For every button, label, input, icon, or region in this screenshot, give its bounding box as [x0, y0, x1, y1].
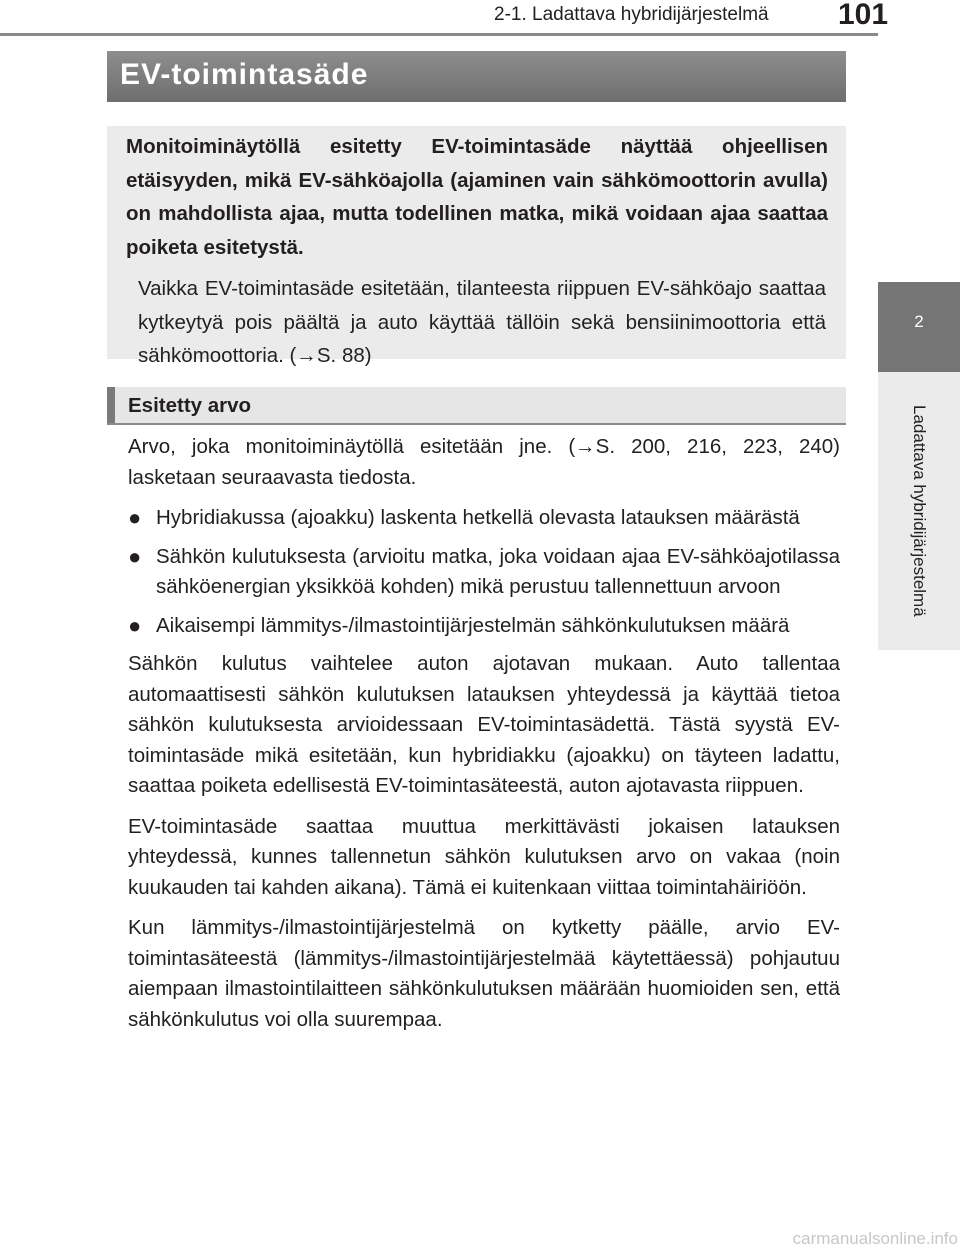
list-item: [128, 542, 840, 603]
subheading-bar: [107, 387, 846, 425]
bullet-text: Aikaisempi lämmitys-/ilmastointijärjestelmän sähkönkulutuksen määrä: [156, 613, 790, 637]
list-item: [128, 503, 840, 534]
body-paragraph: EV-toimintasäde saattaa muuttua merkittävästi jokaisen latauksen yhteydessä, kunnes tallennetun sähkön kulutuksen arvo on vakaa (noin kuukauden tai kahden aikana). Tämä ei kuitenkaan viittaa toimintahäiriöön.: [128, 814, 840, 899]
page-number: 101: [838, 0, 889, 31]
chapter-title: Ladattava hybridijärjestelmä: [910, 405, 929, 617]
header-divider: [0, 33, 878, 36]
subheading: Esitetty arvo: [128, 394, 252, 417]
bullet-icon: ●: [128, 543, 142, 569]
lead-paragraph: Arvo, joka monitoiminäytöllä esitetään jne. (→S. 200, 216, 223, 240) lasketaan seuraavasta tiedosta.: [128, 435, 840, 489]
body-paragraph: Sähkön kulutus vaihtelee auton ajotavan mukaan. Auto tallentaa automaattisesti sähkön kulutuksen latauksen yhteydessä ja käyttää tietoa sähkön kulutuksesta arvioidessaan EV-toimintasädettä. Tästä syystä EV-toimintasäde mikä esitetään, kun hybridiakku (ajoakku) on täyteen ladattu, saattaa poiketa edellisestä EV-toimintasäteestä, auton ajotavasta riippuen.: [128, 652, 840, 797]
watermark: carmanualsonline.info: [792, 1229, 958, 1248]
header-section-title: 2-1. Ladattava hybridijärjestelmä: [494, 4, 769, 25]
bullet-icon: ●: [128, 612, 142, 638]
bullet-text: Hybridiakussa (ajoakku) laskenta hetkellä olevasta latauksen määrästä: [156, 506, 800, 529]
section-title: EV-toimintasäde: [120, 58, 369, 91]
bullet-icon: ●: [128, 505, 142, 530]
section-title-bar: [107, 51, 846, 102]
list-item: [128, 611, 840, 642]
subheading-accent: [107, 387, 115, 423]
intro-summary: Monitoiminäytöllä esitetty EV-toimintasäde näyttää ohjeellisen etäisyyden, mikä EV-sähköajolla (ajaminen vain sähkömoottorin avulla) on mahdollista ajaa, mutta todellinen matka, mikä voidaan ajaa saattaa poiketa esitetystä.: [126, 135, 828, 259]
body-content: [128, 432, 840, 1045]
intro-note: Vaikka EV-toimintasäde esitetään, tilanteesta riippuen EV-sähköajo saattaa kytkeytyä pois päältä ja auto käyttää tällöin sekä bensiinimoottoria että sähkömoottoria. (→S. 88): [138, 277, 826, 367]
chapter-number: 2: [914, 312, 924, 331]
intro-box: [107, 126, 846, 367]
body-paragraph: Kun lämmitys-/ilmastointijärjestelmä on kytketty päälle, arvio EV-toimintasäteestä (lämmitys-/ilmastointijärjestelmää käytettäessä) pohjautuu aiempaan ilmastointilaitteen sähkönkulutuksen määrään huomioiden sen, että sähkönkulutus voi olla suurempaa.: [128, 916, 840, 1031]
bullet-text: Sähkön kulutuksesta (arvioitu matka, joka voidaan ajaa EV-sähköajotilassa sähköenergian yksikköä kohden) mikä perustuu tallennettuun arvoon: [156, 544, 840, 598]
